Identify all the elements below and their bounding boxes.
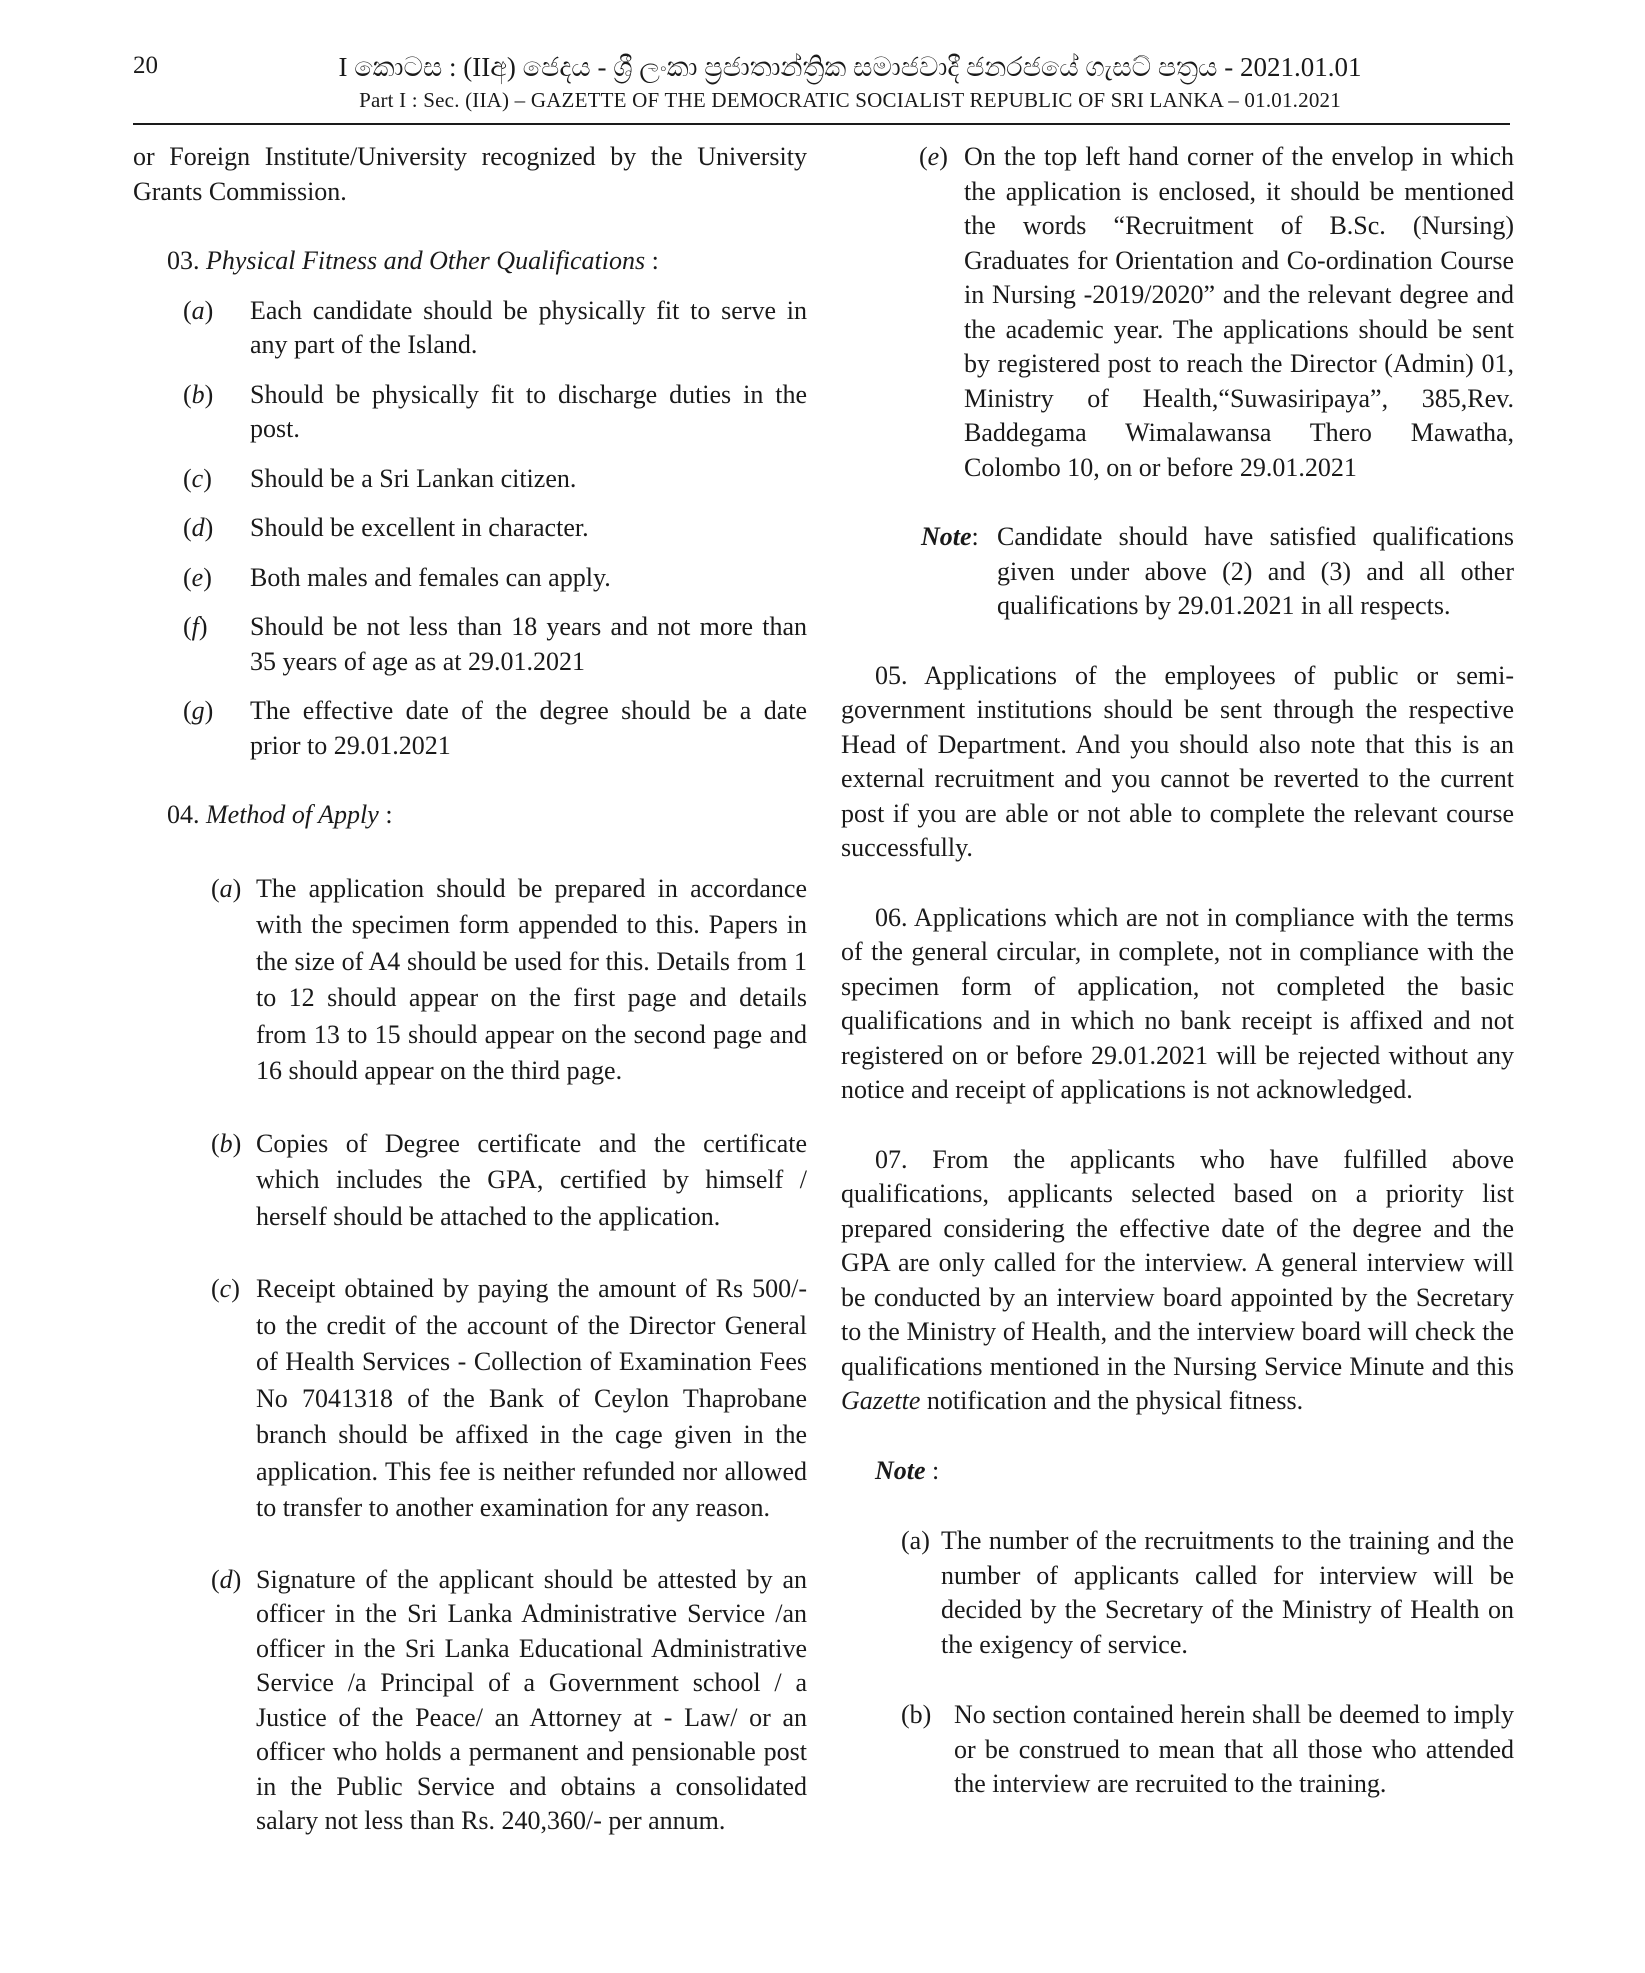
- left-intro: or Foreign Institute/University recognized by the University Grants Commission.: [133, 142, 807, 206]
- paragraph-05: 05. Applications of the employees of public or semi-government institutions should be sent through the respective Head of Department. And you should also note that this is an external recruitment and you cannot be reverted to the current post if you are able or not able to complete the relevant course successfully.: [841, 660, 1514, 862]
- paragraph-07: [841, 1143, 1514, 1419]
- s04-item-b-marker: (b): [211, 1128, 242, 1158]
- header-sinhala-title: I කොටස : (IIඅ) ජෙදය - ශ්‍රී ලංකා ප්‍රජාතාන්ත්‍රික සමාජවාදී ජනරජයේ ගැසට් පත්‍රය - 2021.01.01: [338, 52, 1362, 82]
- s03-item-f-marker: (f): [183, 612, 208, 641]
- s03-item-g-text: The effective date of the degree should be a date prior to 29.01.2021: [250, 696, 807, 760]
- note-2-item-a-marker: (a): [901, 1526, 930, 1555]
- gazette-italic: Gazette: [841, 1386, 921, 1415]
- section-03-suffix: :: [645, 246, 659, 275]
- header-rule: [133, 123, 1510, 125]
- section-03-number: 03.: [167, 246, 200, 275]
- s03-item-a-marker: (a): [183, 295, 214, 325]
- s04-item-c-marker: (c): [211, 1274, 240, 1303]
- header-english-title: Part I : Sec. (IIA) – GAZETTE OF THE DEMOCRATIC SOCIALIST REPUBLIC OF SRI LANKA – 01.01.2021: [359, 88, 1341, 112]
- s03-item-f-text: Should be not less than 18 years and not more than 35 years of age as at 29.01.2021: [250, 612, 807, 676]
- s03-item-a: [183, 294, 807, 363]
- note-2-item-b-text: No section contained herein shall be deemed to imply or be construed to mean that all those who attended the interview are recruited to the training.: [954, 1700, 1514, 1798]
- page-number: 20: [133, 52, 158, 79]
- s03-item-c: [183, 462, 807, 497]
- s03-item-a-text: Each candidate should be physically fit to serve in any part of the Island.: [250, 295, 807, 359]
- s03-item-f: [183, 610, 807, 679]
- s03-item-c-marker: (c): [183, 463, 212, 493]
- s03-item-b-marker: (b): [183, 379, 214, 409]
- note-2-label: Note: [875, 1455, 926, 1485]
- s03-item-b: [183, 378, 807, 447]
- s04-item-c: [211, 1271, 807, 1527]
- s03-item-d-marker: (d): [183, 513, 214, 542]
- section-04-heading: [133, 798, 807, 833]
- note-1-text: Candidate should have satisfied qualifications given under above (2) and (3) and all other qualifications by 29.01.2021 in all respects.: [997, 522, 1514, 620]
- s04-item-a-marker: (a): [211, 873, 242, 903]
- s03-item-e-marker: (e): [183, 562, 212, 592]
- note-1-label: Note:: [921, 522, 979, 551]
- s04-item-d-marker: (d): [211, 1564, 242, 1594]
- s03-item-g-marker: (g): [183, 696, 214, 725]
- section-04-number: 04.: [167, 800, 200, 829]
- paragraph-06: 06. Applications which are not in compliance with the terms of the general circular, in complete, not in compliance with the specimen form of application, not completed the basic qualifications and in which no bank receipt is affixed and not registered on or before 29.01.2021 will be rejected without any notice and receipt of applications is not acknowledged.: [841, 902, 1514, 1104]
- s03-item-g: [183, 694, 807, 763]
- paragraph-07-text-end: notification and the physical fitness.: [920, 1386, 1304, 1415]
- right-column: [841, 140, 1514, 1802]
- s04-item-b: [211, 1126, 807, 1236]
- section-03-heading: [133, 244, 807, 279]
- s03-item-d-text: Should be excellent in character.: [250, 513, 589, 542]
- note-2-item-b: [901, 1698, 1514, 1802]
- section-03-title: Physical Fitness and Other Qualifications: [206, 246, 646, 275]
- s04-item-b-text: Copies of Degree certificate and the certificate which includes the GPA, certified by himself / herself should be attached to the application.: [256, 1128, 807, 1231]
- s04-item-e: [841, 140, 1514, 485]
- note-1: [841, 520, 1514, 624]
- s03-item-e-text: Both males and females can apply.: [250, 562, 611, 592]
- note-2-item-b-marker: (b): [901, 1700, 932, 1729]
- section-04-suffix: :: [378, 800, 393, 829]
- s04-item-c-text: Receipt obtained by paying the amount of Rs 500/- to the credit of the account of the Director General of Health Services - Collection of Examination Fees No 7041318 of the Bank of Ceylon Thaprobane branch should be affixed in the cage given in the application. This fee is neither refunded nor allowed to transfer to another examination for any reason.: [256, 1274, 807, 1522]
- paragraph-07-text: 07. From the applicants who have fulfilled above qualifications, applicants selected based on a priority list prepared considering the effective date of the degree and the GPA are only called for the interview. A general interview will be conducted by an interview board appointed by the Secretary to the Ministry of Health, and the interview board will check the qualifications mentioned in the Nursing Service Minute and this: [841, 1144, 1514, 1381]
- s03-item-b-text: Should be physically fit to discharge duties in the post.: [250, 379, 807, 443]
- note-2-item-a-text: The number of the recruitments to the training and the number of applicants called for interview will be decided by the Secretary of the Ministry of Health on the exigency of service.: [941, 1526, 1514, 1659]
- s03-item-d: [183, 511, 807, 546]
- s04-item-a: [211, 871, 807, 1090]
- s03-item-e: [183, 561, 807, 596]
- section-04-title: Method of Apply: [206, 800, 379, 829]
- s03-item-c-text: Should be a Sri Lankan citizen.: [250, 463, 577, 493]
- note-2-item-a: [901, 1524, 1514, 1662]
- note-2-heading: [841, 1454, 1514, 1489]
- s04-item-d-text: Signature of the applicant should be attested by an officer in the Sri Lanka Administrative Service /an officer in the Sri Lanka Educational Administrative Service /a Principal of a Government school / a Justice of the Peace/ an Attorney at - Law/ or an officer who holds a permanent and pensionable post in the Public Service and obtains a consolidated salary not less than Rs. 240,360/- per annum.: [256, 1564, 807, 1835]
- s04-item-d: [211, 1563, 807, 1839]
- s04-item-e-marker: (e): [919, 142, 948, 171]
- note-2-colon: :: [925, 1455, 940, 1485]
- left-column: [133, 140, 807, 1839]
- s04-item-a-text: The application should be prepared in accordance with the specimen form appended to this. Papers in the size of A4 should be used for this. Details from 1 to 12 should appear on the first page and details from 13 to 15 should appear on the second page and 16 should appear on the third page.: [256, 873, 807, 1085]
- s04-item-e-text: On the top left hand corner of the envelop in which the application is enclosed, it should be mentioned the words “Recruitment of B.Sc. (Nursing) Graduates for Orientation and Co-ordination Course in Nursing -2019/2020” and the relevant degree and the academic year. The applications should be sent by registered post to reach the Director (Admin) 01, Ministry of Health,“Suwasiripaya”, 385,Rev. Baddegama Wimalawansa Thero Mawatha, Colombo 10, on or before 29.01.2021: [964, 142, 1514, 482]
